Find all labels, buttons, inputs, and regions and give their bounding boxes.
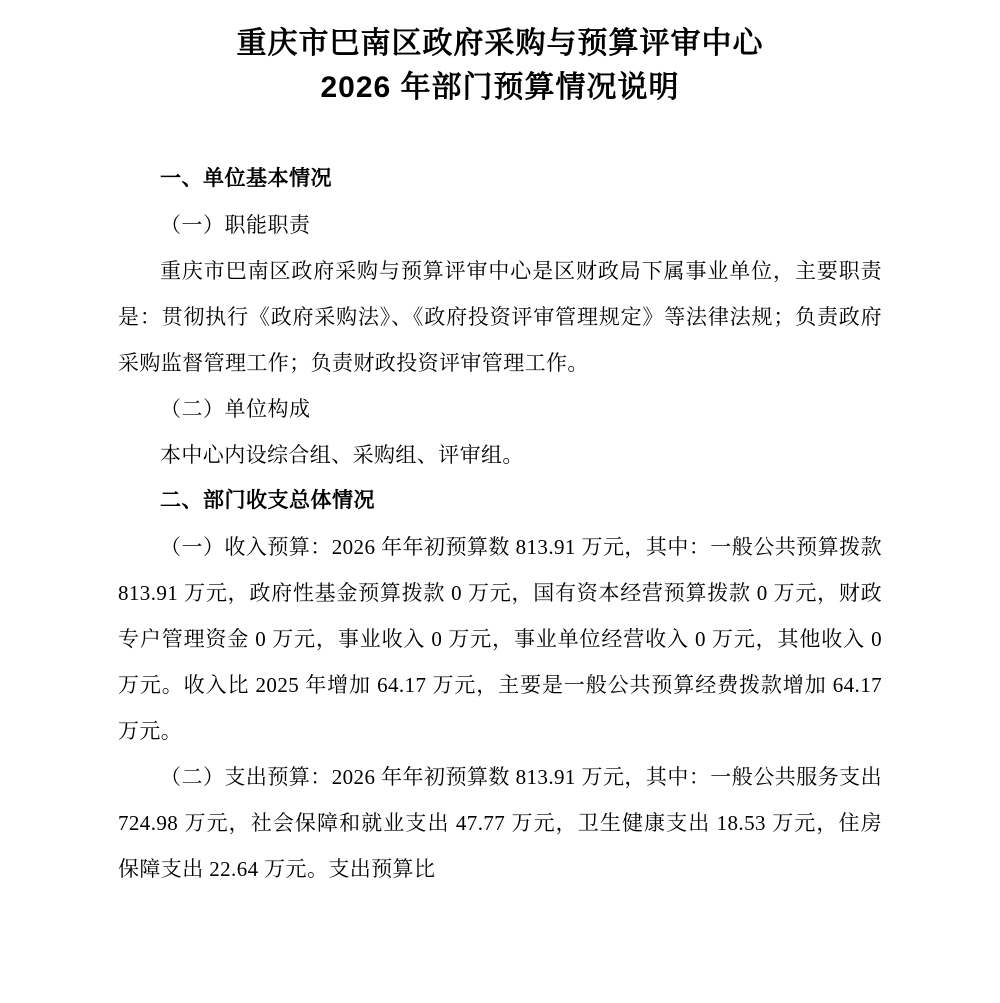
paragraph-unit-composition: 本中心内设综合组、采购组、评审组。	[160, 443, 524, 467]
title-body-spacer	[118, 110, 882, 156]
subheading-duties: （一）职能职责	[160, 213, 311, 237]
paragraph-expenditure-budget: （二）支出预算：2026 年年初预算数 813.91 万元，其中：一般公共服务支出 724.98 万元，社会保障和就业支出 47.77 万元，卫生健康支出 18.53 万元，住房保障支出 22.64 万元。支出预算比	[118, 765, 882, 881]
document-body	[118, 156, 882, 892]
paragraph-revenue-budget: （一）收入预算：2026 年年初预算数 813.91 万元，其中：一般公共预算拨款 813.91 万元，政府性基金预算拨款 0 万元，国有资本经营预算拨款 0 万元，财政专户管理资金 0 万元，事业收入 0 万元，事业单位经营收入 0 万元，其他收入 0 万元。收入比 2025 年增加 64.17 万元，主要是一般公共预算经费拨款增加 64.17 万元。	[118, 535, 882, 743]
subheading-unit-composition: （二）单位构成	[160, 397, 311, 421]
page-title-line-1: 重庆市巴南区政府采购与预算评审中心	[236, 27, 764, 60]
heading-overall-revenue-expenditure: 二、部门收支总体情况	[160, 489, 375, 512]
page-title	[118, 22, 882, 110]
heading-unit-basic-info: 一、单位基本情况	[160, 167, 332, 190]
page-title-line-2: 2026 年部门预算情况说明	[320, 71, 680, 104]
paragraph-duties: 重庆市巴南区政府采购与预算评审中心是区财政局下属事业单位，主要职责是：贯彻执行《政府采购法》、《政府投资评审管理规定》等法律法规；负责政府采购监督管理工作；负责财政投资评审管理工作。	[118, 259, 882, 375]
